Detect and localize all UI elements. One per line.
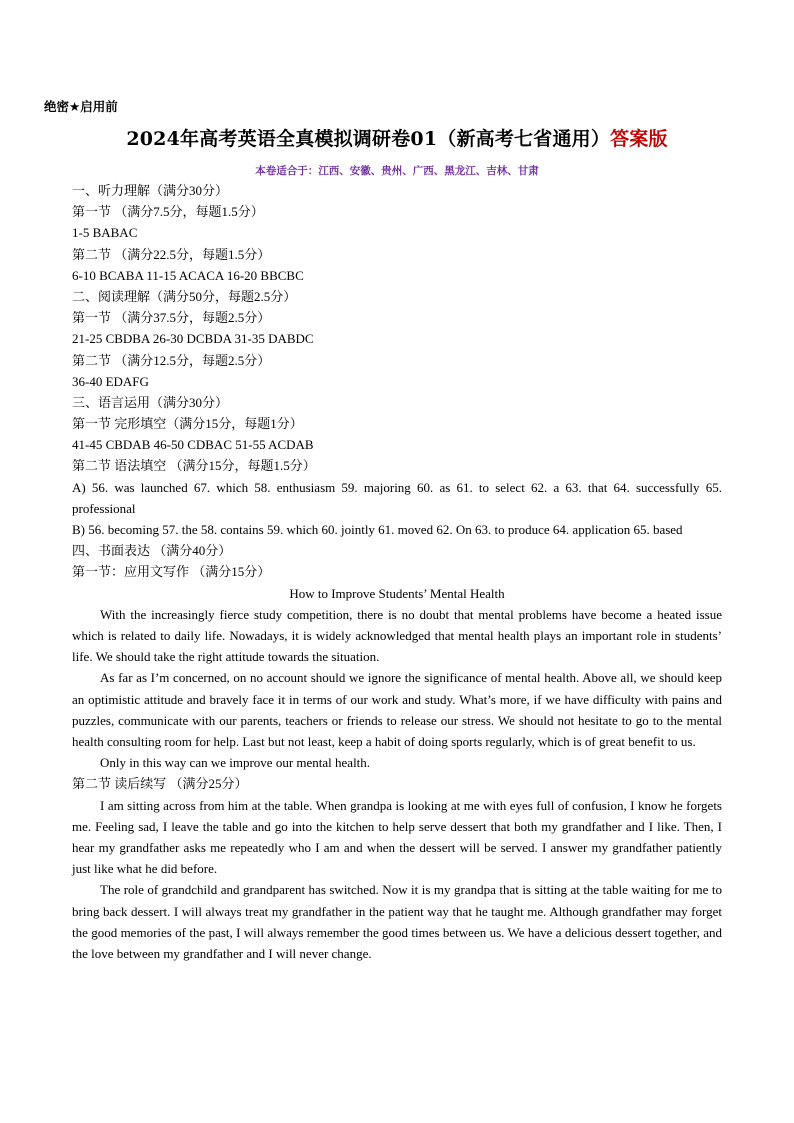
reading-part1-answers: 21-25 CBDBA 26-30 DCBDA 31-35 DABDC <box>72 331 314 347</box>
page-title <box>0 124 794 151</box>
essay-paragraph-2: As far as I’m concerned, on no account should we ignore the significance of mental health. Above all, we should keep an optimistic attitude and bravely face it in terms of our work and study. What’s more, if we have difficulty with pains and puzzles, communicate with our parents, teachers or friends to release our stress. We should not hesitate to go to the mental health consulting room for help. Last but not least, keep a habit of doing sports regularly, which is of great benefit to us. <box>72 670 722 750</box>
reading-part1-title: 第一节 （满分37.5分，每题2.5分） <box>72 310 271 326</box>
listening-part2-title: 第二节 （满分22.5分，每题1.5分） <box>72 246 271 262</box>
answer-body <box>72 180 722 964</box>
confidential-label: 绝密★启用前 <box>44 99 118 114</box>
writing-part2-title: 第二节 读后续写 （满分25分） <box>72 776 248 792</box>
essay-paragraph-1: With the increasingly fierce study competition, there is no doubt that mental problems have become a heated issue which is related to daily life. Nowadays, it is widely acknowledged that mental health plays an important role in students’ life. We should take the right attitude towards the situation. <box>72 606 722 665</box>
title-main: 2024年高考英语全真模拟调研卷01（新高考七省通用） <box>126 128 611 150</box>
writing-title: 四、书面表达 （满分40分） <box>72 543 232 559</box>
listening-part1-title: 第一节 （满分7.5分，每题1.5分） <box>72 204 264 220</box>
title-answer-tag: 答案版 <box>610 128 668 150</box>
essay-title: How to Improve Students’ Mental Health <box>289 585 505 601</box>
cloze-answers: 41-45 CBDAB 46-50 CDBAC 51-55 ACDAB <box>72 437 314 453</box>
language-title: 三、语言运用（满分30分） <box>72 394 229 410</box>
writing-part1-title: 第一节：应用文写作 （满分15分） <box>72 564 271 580</box>
listening-part2-answers: 6-10 BCABA 11-15 ACACA 16-20 BBCBC <box>72 267 304 283</box>
story-paragraph-2: The role of grandchild and grandparent has switched. Now it is my grandpa that is sitting at the table waiting for me to bring back dessert. I will always treat my grandfather in the patient way that he taught me. Although grandfather may forget the good memories of the past, I will always remember the good times between us. We have a delicious dessert together, and the love between my grandfather and I will never change. <box>72 882 722 962</box>
reading-part2-title: 第二节 （满分12.5分，每题2.5分） <box>72 352 271 368</box>
reading-title: 二、阅读理解（满分50分，每题2.5分） <box>72 288 297 304</box>
grammar-answers-a: A) 56. was launched 67. which 58. enthusiasm 59. majoring 60. as 61. to select 62. a 63. that 64. successfully 65. professional <box>72 479 722 516</box>
essay-paragraph-3: Only in this way can we improve our mental health. <box>100 755 371 771</box>
reading-part2-answers: 36-40 EDAFG <box>72 373 149 389</box>
listening-title: 一、听力理解（满分30分） <box>72 183 229 198</box>
applicable-provinces: 本卷适合于：江西、安徽、贵州、广西、黑龙江、吉林、甘肃 <box>255 165 539 177</box>
grammar-answers-b: B) 56. becoming 57. the 58. contains 59. which 60. jointly 61. moved 62. On 63. to produce 64. application 65. based <box>72 522 683 538</box>
grammar-title: 第二节 语法填空 （满分15分，每题1.5分） <box>72 458 316 474</box>
story-paragraph-1: I am sitting across from him at the table. When grandpa is looking at me with eyes full of confusion, I know he forgets me. Feeling sad, I leave the table and go into the kitchen to help serve dessert that both my grandfather and I like. Then, I hear my grandfather asks me repeatedly who I am and when the dessert will be served. I answer my grandfather patiently just like what he did before. <box>72 797 722 877</box>
listening-part1-answers: 1-5 BABAC <box>72 225 138 241</box>
cloze-title: 第一节 完形填空（满分15分，每题1分） <box>72 416 303 432</box>
